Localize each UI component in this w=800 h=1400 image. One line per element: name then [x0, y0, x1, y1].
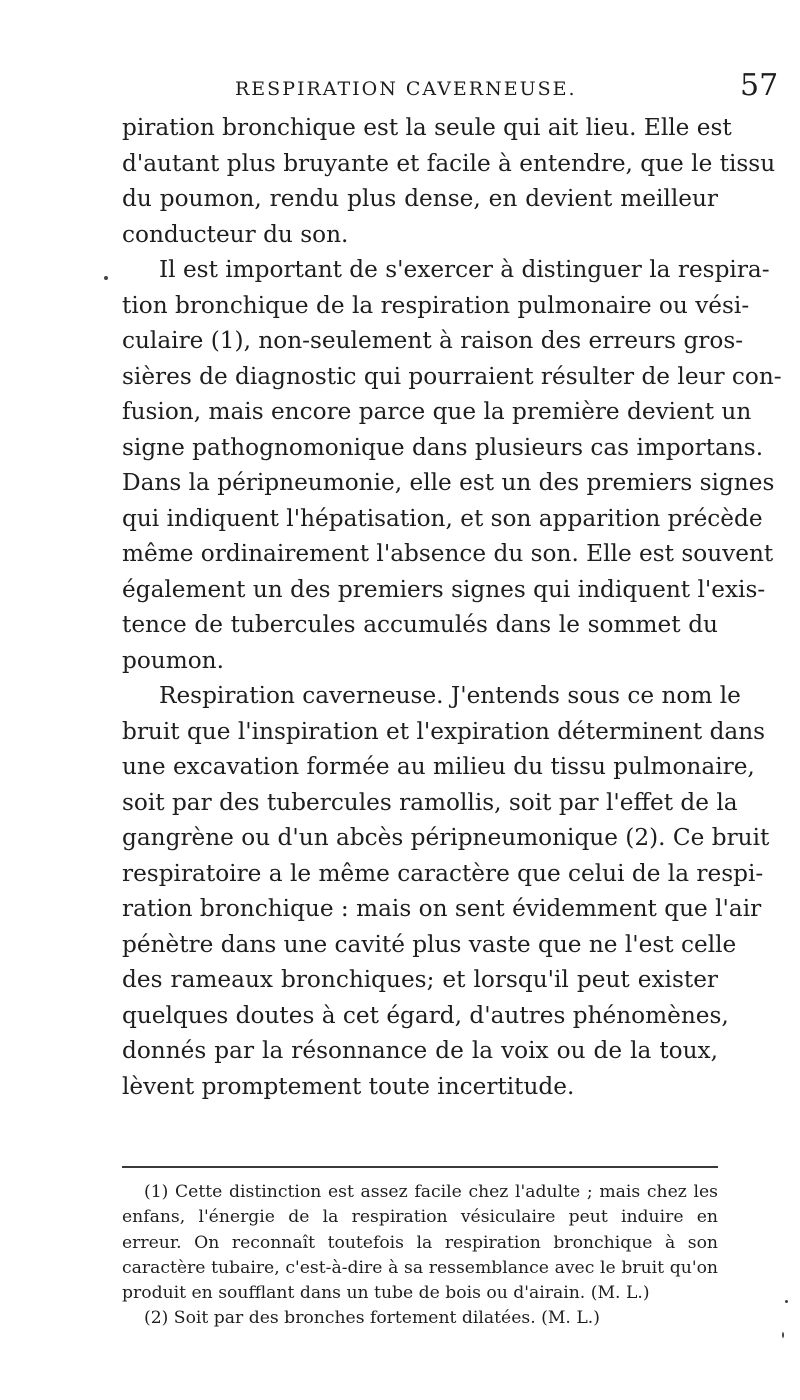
text-line: donnés par la résonnance de la voix ou de la toux,	[122, 1037, 718, 1064]
text-line: culaire (1), non-seulement à raison des erreurs gros-	[122, 327, 744, 354]
text-line: Dans la péripneumonie, elle est un des premiers signes	[122, 469, 775, 496]
text-line: poumon.	[122, 646, 224, 674]
text-line: une excavation formée au milieu du tissu pulmonaire,	[122, 753, 755, 780]
text-line: gangrène ou d'un abcès péripneumonique (2). Ce bruit	[122, 824, 770, 851]
footnotes	[122, 1180, 718, 1332]
footnote-line: caractère tubaire, c'est-à-dire à sa ressemblance avec le bruit qu'on	[122, 1257, 718, 1278]
text-line: du poumon, rendu plus dense, en devient meilleur	[122, 185, 718, 212]
scan-speck	[104, 276, 108, 280]
paragraph	[122, 252, 782, 678]
footnote-line: erreur. On reconnaît toutefois la respiration bronchique à son	[122, 1232, 718, 1253]
page-number: 57	[740, 68, 779, 103]
text-line: sières de diagnostic qui pourraient résulter de leur con-	[122, 362, 782, 390]
running-title: RESPIRATION CAVERNEUSE.	[235, 78, 577, 100]
text-line: également un des premiers signes qui indiquent l'exis-	[122, 575, 766, 603]
text-line: ration bronchique : mais on sent évidemment que l'air	[122, 895, 762, 922]
main-text	[122, 110, 782, 1104]
scan-speck	[782, 1332, 784, 1338]
text-line: lèvent promptement toute incertitude.	[122, 1072, 575, 1100]
paragraph	[122, 110, 776, 252]
text-line: tion bronchique de la respiration pulmonaire ou vési-	[122, 291, 750, 319]
text-line: même ordinairement l'absence du son. Elle est souvent	[122, 540, 774, 567]
paragraph	[122, 678, 770, 1104]
text-line: des rameaux bronchiques; et lorsqu'il peut exister	[122, 966, 718, 993]
text-line: conducteur du son.	[122, 220, 349, 248]
text-line: fusion, mais encore parce que la première devient un	[122, 398, 752, 425]
text-line: tence de tubercules accumulés dans le sommet du	[122, 611, 718, 638]
footnote-line: (1) Cette distinction est assez facile chez l'adulte ; mais chez les	[144, 1182, 718, 1202]
text-line: d'autant plus bruyante et facile à entendre, que le tissu	[122, 149, 776, 177]
scan-speck	[785, 1300, 788, 1303]
text-line: respiratoire a le même caractère que celui de la respi-	[122, 859, 764, 887]
text-line: quelques doutes à cet égard, d'autres phénomènes,	[122, 1001, 729, 1029]
text-line: piration bronchique est la seule qui ait lieu. Elle est	[122, 114, 732, 141]
text-line: Il est important de s'exercer à distinguer la respira-	[159, 256, 770, 283]
text-line: bruit que l'inspiration et l'expiration déterminent dans	[122, 717, 766, 745]
text-line: signe pathognomonique dans plusieurs cas importans.	[122, 433, 764, 461]
footnote	[122, 1180, 718, 1306]
footnote-line: produit en soufflant dans un tube de bois ou d'airain. (M. L.)	[122, 1283, 650, 1304]
footnote-line: enfans, l'énergie de la respiration vésiculaire peut induire en	[122, 1207, 718, 1228]
footnote	[122, 1306, 718, 1331]
footnote-divider	[122, 1166, 718, 1168]
footnote-line: (2) Soit par des bronches fortement dilatées. (M. L.)	[144, 1308, 600, 1329]
text-line: Respiration caverneuse. J'entends sous ce nom le	[159, 682, 741, 709]
text-line: soit par des tubercules ramollis, soit par l'effet de la	[122, 788, 738, 816]
text-line: qui indiquent l'hépatisation, et son apparition précède	[122, 504, 763, 532]
text-line: pénètre dans une cavité plus vaste que ne l'est celle	[122, 930, 737, 958]
